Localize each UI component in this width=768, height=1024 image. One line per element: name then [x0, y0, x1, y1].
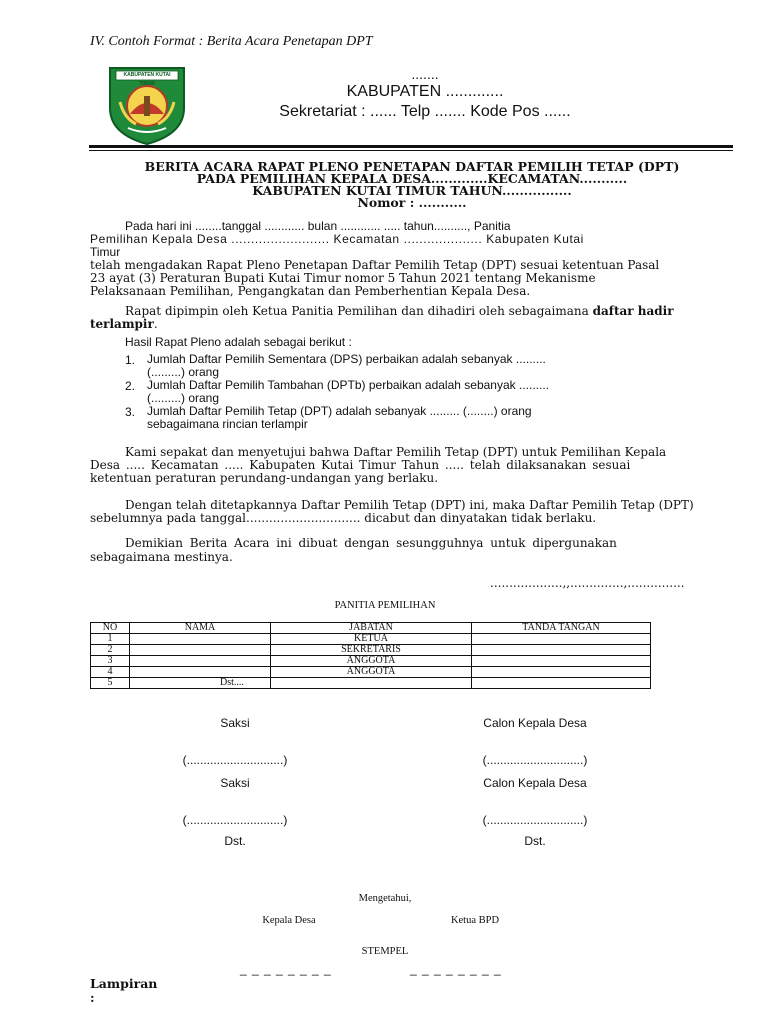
p1-line-6: Pelaksanaan Pemilihan, Pengangkatan dan Pemberhentian Kepala Desa.	[90, 284, 531, 298]
row-nama	[130, 634, 271, 645]
p1-line-1: Pada hari ini ........tanggal ............ bulan ............ ..... tahun.........., Panitia	[125, 219, 511, 233]
mengetahui-label: Mengetahui,	[358, 893, 412, 904]
p2-line-1	[125, 305, 715, 318]
row-jabatan: KETUA	[271, 634, 472, 645]
place-date: ...................,,..............,...............	[490, 576, 685, 590]
p4-line-3: ketentuan peraturan perundang-undangan yang berlaku.	[90, 471, 439, 485]
logo-text: KABUPATEN KUTAI TIMUR	[123, 72, 171, 87]
row-ttd	[472, 634, 651, 645]
header-sekretariat: Sekretariat : ...... Telp ....... Kode Pos ......	[279, 103, 571, 120]
ketua-bpd-signature-line: _ _ _ _ _ _ _ _	[410, 962, 502, 976]
calon-label-2: Calon Kepala Desa	[483, 776, 587, 790]
header-line-1: .......	[411, 66, 439, 82]
table-row	[91, 645, 651, 656]
item-2-line-1: Jumlah Daftar Pemilih Tambahan (DPTb) perbaikan adalah sebanyak .........	[147, 378, 549, 392]
row-jabatan: SEKRETARIS	[271, 645, 472, 656]
row-jabatan: ANGGOTA	[271, 656, 472, 667]
doc-number: Nomor : ...........	[357, 195, 467, 210]
row-jabatan	[271, 678, 472, 689]
p2-text: Rapat dipimpin oleh Ketua Panitia Pemilihan dan dihadiri oleh sebagaimana	[125, 304, 593, 318]
doc-title-line-2: PADA PEMILIHAN KEPALA DESA.............KECAMATAN...........	[196, 171, 628, 186]
lampiran-label: Lampiran	[90, 976, 158, 991]
saksi-blank-1: (.............................)	[182, 753, 288, 767]
row-ttd	[472, 667, 651, 678]
p3-results-intro: Hasil Rapat Pleno adalah sebagai berikut :	[125, 335, 352, 349]
row-ttd	[472, 645, 651, 656]
table-row	[91, 656, 651, 667]
saksi-label-2: Saksi	[220, 776, 250, 790]
table-row	[91, 678, 651, 689]
row-nama	[130, 667, 271, 678]
panitia-heading: PANITIA PEMILIHAN	[334, 600, 436, 611]
p4-line-1: Kami sepakat dan menyetujui bahwa Daftar Pemilih Tetap (DPT) untuk Pemilihan Kepala	[125, 445, 667, 459]
p2-line-2	[90, 318, 705, 331]
item-3-line-2: sebagaimana rincian terlampir	[147, 417, 308, 431]
table-header-row	[91, 623, 651, 634]
table-row	[91, 634, 651, 645]
row-no: 3	[91, 656, 130, 667]
p1-line-3: Timur	[90, 245, 121, 259]
p1-line-4: telah mengadakan Rapat Pleno Penetapan Daftar Pemilih Tetap (DPT) sesuai ketentuan Pasal	[90, 258, 660, 272]
item-2-number: 2.	[125, 379, 136, 393]
row-jabatan: ANGGOTA	[271, 667, 472, 678]
table-row	[91, 667, 651, 678]
p6-line-1: Demikian Berita Acara ini dibuat dengan sesungguhnya untuk dipergunakan	[125, 536, 617, 550]
item-3-line-1: Jumlah Daftar Pemilih Tetap (DPT) adalah sebanyak ......... (........) orang	[147, 404, 532, 418]
section-title: IV. Contoh Format : Berita Acara Penetapan DPT	[90, 34, 373, 49]
item-1-number: 1.	[125, 353, 136, 367]
header-rule-thin	[89, 150, 733, 151]
ketua-bpd-label: Ketua BPD	[450, 915, 500, 926]
saksi-dst: Dst.	[224, 834, 246, 848]
col-tanda-tangan: TANDA TANGAN	[472, 623, 651, 634]
row-no: 1	[91, 634, 130, 645]
item-1-line-1: Jumlah Daftar Pemilih Sementara (DPS) perbaikan adalah sebanyak .........	[147, 352, 546, 366]
doc-title-line-1: BERITA ACARA RAPAT PLENO PENETAPAN DAFTAR PEMILIH TETAP (DPT)	[144, 159, 680, 174]
stempel-label: STEMPEL	[361, 946, 409, 957]
row-nama	[130, 645, 271, 656]
row-nama: Dst....	[130, 678, 271, 689]
col-nama: NAMA	[130, 623, 271, 634]
regency-logo	[106, 62, 188, 146]
p4-line-2: Desa ..... Kecamatan ..... Kabupaten Kutai Timur Tahun ..... telah dilaksanakan sesuai	[90, 458, 631, 472]
col-no: NO	[91, 623, 130, 634]
kepala-desa-signature-line: _ _ _ _ _ _ _ _	[240, 962, 332, 976]
calon-blank-1: (.............................)	[482, 753, 588, 767]
p2-bold-terlampir: terlampir	[90, 317, 154, 331]
col-jabatan: JABATAN	[271, 623, 472, 634]
p6-line-2: sebagaimana mestinya.	[90, 550, 233, 564]
row-ttd	[472, 678, 651, 689]
item-3-number: 3.	[125, 405, 136, 419]
item-1-line-2: (.........) orang	[147, 365, 220, 379]
item-2-line-2: (.........) orang	[147, 391, 220, 405]
header-kabupaten: KABUPATEN .............	[346, 83, 504, 100]
calon-blank-2: (.............................)	[482, 813, 588, 827]
p1-line-2: Pemilihan Kepala Desa ......................... Kecamatan .................... Kabupaten Kutai	[90, 232, 584, 246]
row-nama	[130, 656, 271, 667]
p5-line-2: sebelumnya pada tanggal.............................. dicabut dan dinyatakan tidak berlaku.	[90, 511, 597, 525]
calon-label-1: Calon Kepala Desa	[483, 716, 587, 730]
panitia-table	[90, 622, 651, 689]
calon-dst: Dst.	[524, 834, 546, 848]
doc-title-line-3: KABUPATEN KUTAI TIMUR TAHUN................	[252, 183, 572, 198]
kepala-desa-label: Kepala Desa	[262, 915, 316, 926]
header-rule-thick	[89, 145, 733, 148]
p1-line-5: 23 ayat (3) Peraturan Bupati Kutai Timur nomor 5 Tahun 2021 tentang Mekanisme	[90, 271, 596, 285]
row-no: 2	[91, 645, 130, 656]
lampiran-colon: :	[90, 990, 95, 1005]
saksi-label-1: Saksi	[220, 716, 250, 730]
saksi-blank-2: (.............................)	[182, 813, 288, 827]
row-no: 5	[91, 678, 130, 689]
p2-end: .	[153, 317, 158, 331]
row-ttd	[472, 656, 651, 667]
row-no: 4	[91, 667, 130, 678]
p5-line-1: Dengan telah ditetapkannya Daftar Pemilih Tetap (DPT) ini, maka Daftar Pemilih Tetap (DPT)	[125, 498, 694, 512]
p2-bold-daftar-hadir: daftar hadir	[592, 304, 674, 318]
